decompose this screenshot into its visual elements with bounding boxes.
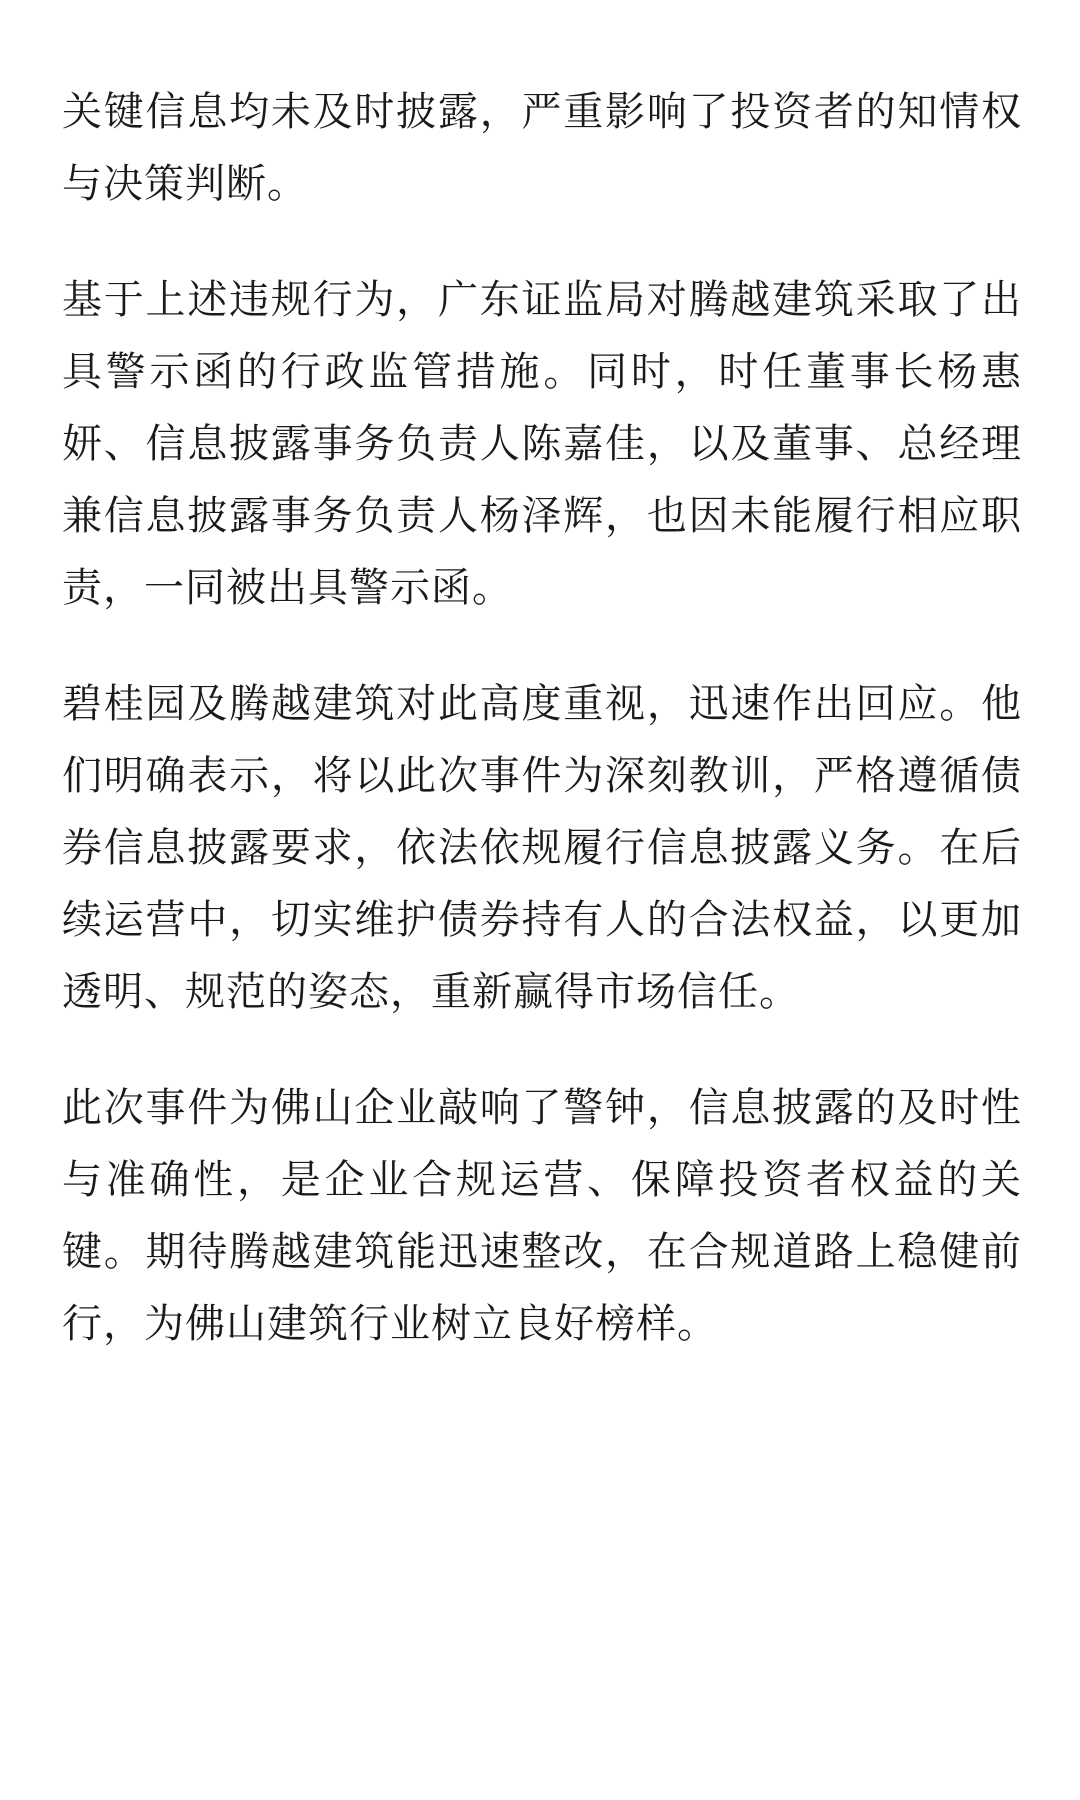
article-body <box>62 76 1022 1404</box>
article-paragraph: 基于上述违规行为，广东证监局对腾越建筑采取了出具警示函的行政监管措施。同时，时任董事长杨惠妍、信息披露事务负责人陈嘉佳，以及董事、总经理兼信息披露事务负责人杨泽辉，也因未能履行相应职责，一同被出具警示函。 <box>62 277 1022 611</box>
article-paragraph: 碧桂园及腾越建筑对此高度重视，迅速作出回应。他们明确表示，将以此次事件为深刻教训，严格遵循债券信息披露要求，依法依规履行信息披露义务。在后续运营中，切实维护债券持有人的合法权益，以更加透明、规范的姿态，重新赢得市场信任。 <box>62 681 1022 1015</box>
article-paragraph: 此次事件为佛山企业敲响了警钟，信息披露的及时性与准确性，是企业合规运营、保障投资者权益的关键。期待腾越建筑能迅速整改，在合规道路上稳健前行，为佛山建筑行业树立良好榜样。 <box>62 1085 1022 1347</box>
article-paragraph: 关键信息均未及时披露，严重影响了投资者的知情权与决策判断。 <box>62 89 1022 207</box>
